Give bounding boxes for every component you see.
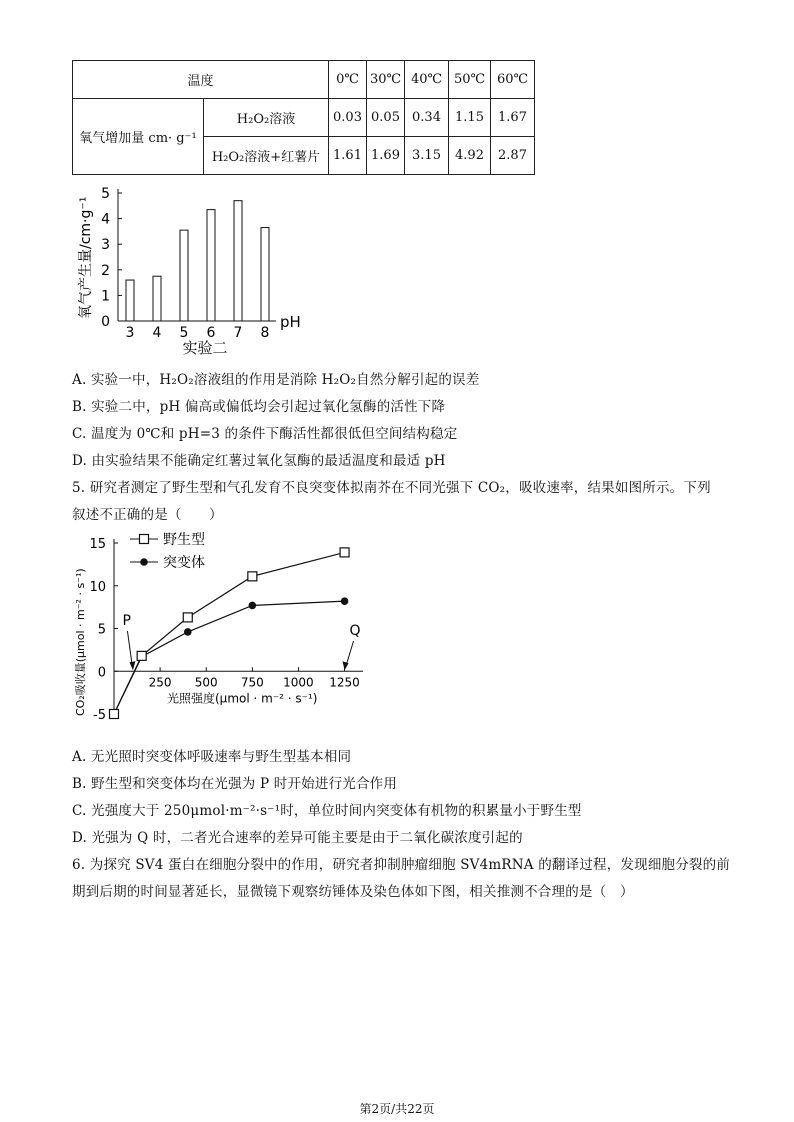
annotation-p-arrow — [127, 631, 132, 667]
temp-header: 50℃ — [449, 61, 491, 99]
legend-marker-mutant — [140, 558, 148, 566]
table-cell: 1.67 — [491, 99, 535, 137]
bar — [234, 201, 242, 321]
table-cell: 0.03 — [329, 99, 367, 137]
q4-option-b: B. 实验二中，pH 偏高或偏低均会引起过氧化氢酶的活性下降 — [72, 399, 446, 415]
y-tick-label: 1 — [101, 288, 110, 305]
q5-option-d: D. 光强为 Q 时，二者光合速率的差异可能主要是由于二氧化碳浓度引起的 — [72, 830, 523, 846]
chart-title: 实验二 — [182, 339, 228, 357]
legend-label-mutant: 突变体 — [163, 555, 205, 571]
x-tick-label: 7 — [233, 325, 243, 341]
y-tick-label: -5 — [93, 708, 106, 723]
x-axis-label: pH — [280, 313, 301, 331]
row-label: H₂O₂溶液 — [204, 99, 329, 137]
bar — [126, 280, 134, 321]
y-tick-label: 10 — [89, 579, 106, 595]
q5-option-b: B. 野生型和突变体均在光强为 P 时开始进行光合作用 — [72, 776, 398, 792]
wildtype-line — [114, 552, 345, 714]
annotation-p: P — [122, 613, 131, 629]
q6-stem-line2: 期到后期的时间显著延长，显微镜下观察纺锤体及染色体如下图，相关推测不合理的是（ ） — [72, 884, 634, 900]
x-tick-label: 1250 — [329, 675, 360, 690]
bar — [153, 276, 161, 321]
x-tick-label: 5 — [179, 325, 189, 341]
table-cell: 1.15 — [449, 99, 491, 137]
x-tick-label: 500 — [194, 675, 218, 690]
table-cell: 3.15 — [405, 137, 449, 175]
annotation-p-arrowhead — [129, 661, 135, 670]
y-tick-label: 4 — [101, 211, 110, 228]
annotation-q: Q — [349, 623, 361, 639]
table-cell: 1.61 — [329, 137, 367, 175]
bar — [180, 230, 188, 321]
wildtype-point — [340, 548, 349, 557]
y-tick-label: 5 — [101, 186, 110, 202]
mutant-point — [184, 628, 192, 636]
row-group-label: 氧气增加量 cm· g⁻¹ — [73, 99, 204, 175]
wildtype-point — [248, 572, 257, 581]
x-tick-label: 1000 — [283, 675, 314, 690]
table-cell: 4.92 — [449, 137, 491, 175]
temp-header: 40℃ — [405, 61, 449, 99]
x-tick-label: 4 — [152, 325, 162, 341]
table-header-label: 温度 — [73, 61, 329, 99]
bar — [207, 210, 215, 321]
wildtype-point — [110, 710, 119, 719]
mutant-point — [249, 602, 257, 610]
q4-option-c: C. 温度为 0℃和 pH=3 的条件下酶活性都很低但空间结构稳定 — [72, 426, 458, 442]
y-tick-label: 0 — [97, 665, 106, 681]
y-axis-label: CO₂吸收量(μmol · m⁻² · s⁻¹) — [74, 568, 87, 716]
x-tick-label: 8 — [260, 325, 270, 341]
page-footer: 第2页/共22页 — [359, 1102, 435, 1116]
temperature-oxygen-table — [72, 60, 535, 175]
x-axis-label: 光照强度(μmol · m⁻² · s⁻¹) — [167, 691, 318, 706]
y-tick-label: 2 — [101, 262, 110, 279]
temp-header: 0℃ — [329, 61, 367, 99]
q4-option-d: D. 由实验结果不能确定红薯过氧化氢酶的最适温度和最适 pH — [72, 453, 446, 469]
q5-option-a: A. 无光照时突变体呼吸速率与野生型基本相同 — [72, 749, 352, 765]
y-tick-label: 3 — [101, 237, 110, 254]
table-cell: 1.69 — [367, 137, 405, 175]
q5-option-c: C. 光强度大于 250μmol·m⁻²·s⁻¹时，单位时间内突变体有机物的积累量小于野生型 — [72, 803, 582, 819]
line-chart — [72, 528, 392, 728]
bar — [261, 228, 269, 321]
mutant-point — [341, 597, 349, 605]
y-tick-label: 5 — [97, 622, 106, 638]
q5-stem-line1: 5. 研究者测定了野生型和气孔发育不良突变体拟南芥在不同光强下 CO₂，吸收速率，结果如图所示。下列 — [72, 480, 711, 496]
q6-stem-line1: 6. 为探究 SV4 蛋白在细胞分裂中的作用，研究者抑制肿瘤细胞 SV4mRNA 的翻译过程，发现细胞分裂的前 — [72, 857, 731, 873]
y-axis-label: 氧气产生量/cm·g⁻¹ — [78, 196, 94, 319]
temp-header: 60℃ — [491, 61, 535, 99]
table-cell: 0.05 — [367, 99, 405, 137]
q4-option-a: A. 实验一中，H₂O₂溶液组的作用是消除 H₂O₂自然分解引起的误差 — [72, 372, 480, 388]
x-tick-label: 3 — [125, 325, 135, 341]
x-tick-label: 6 — [206, 325, 216, 341]
annotation-q-arrowhead — [343, 661, 349, 670]
temp-header: 30℃ — [367, 61, 405, 99]
legend-marker-wildtype — [140, 535, 149, 544]
y-tick-label: 15 — [89, 537, 106, 552]
x-tick-label: 250 — [148, 675, 172, 690]
wildtype-point — [137, 651, 146, 660]
x-tick-label: 750 — [240, 675, 264, 690]
row-label: H₂O₂溶液+红薯片 — [204, 137, 329, 175]
legend-label-wildtype: 野生型 — [163, 532, 205, 548]
y-tick-label: 0 — [101, 314, 110, 330]
wildtype-point — [183, 613, 192, 622]
table-cell: 2.87 — [491, 137, 535, 175]
bar-chart — [60, 185, 320, 360]
table-cell: 0.34 — [405, 99, 449, 137]
q5-stem-line2: 叙述不正确的是（ ） — [72, 507, 223, 523]
